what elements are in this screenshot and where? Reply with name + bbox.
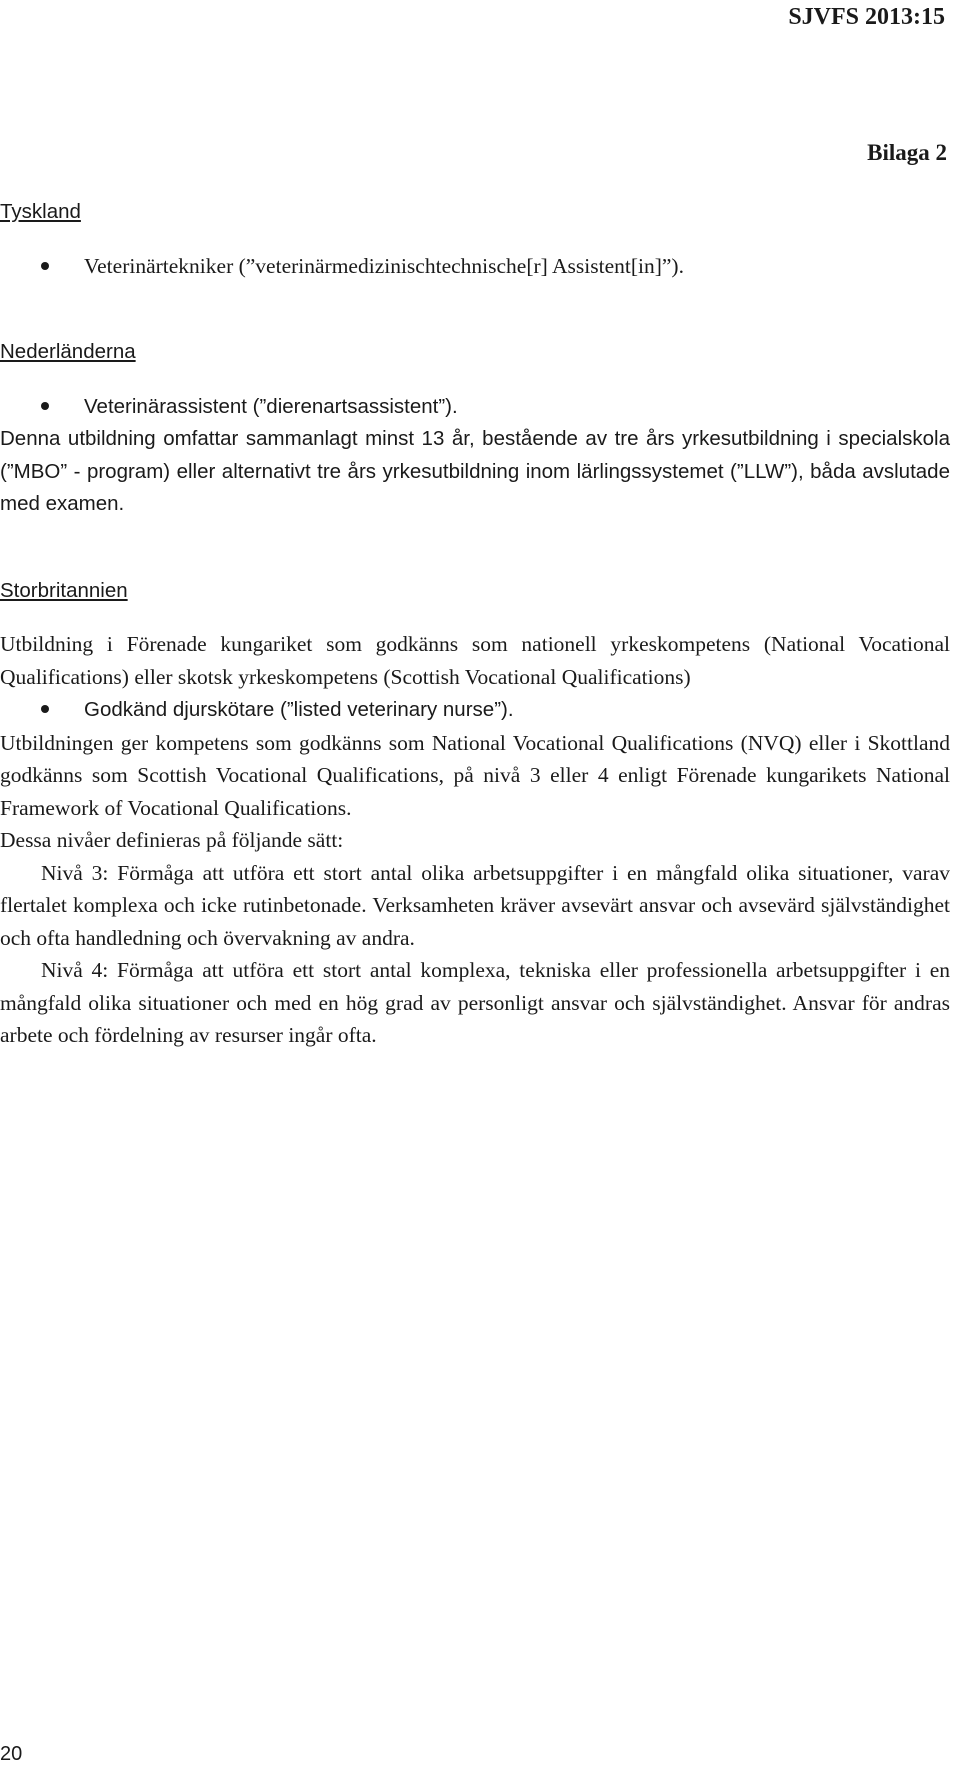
heading-uk: Storbritannien: [0, 578, 128, 602]
uk-intro: Utbildning i Förenade kungariket som godkänns som nationell yrkeskompetens (National Vocational Qualifications) eller skotsk yrkeskompetens (Scottish Vocational Qualifications): [0, 632, 950, 689]
bullet-dot-icon: [41, 705, 49, 713]
document-body: [0, 196, 950, 1052]
bullet-netherlands: [0, 390, 950, 424]
document-id: SJVFS 2013:15: [788, 4, 945, 30]
section-netherlands: [0, 336, 950, 521]
bullet-dot-icon: [41, 262, 49, 270]
bullet-germany-text: Veterinärtekniker (”veterinärmedizinischtechnische[r] Assistent[in]”).: [84, 253, 684, 278]
section-germany: [0, 196, 950, 282]
bullet-netherlands-text: Veterinärassistent (”dierenartsassistent”).: [84, 394, 458, 418]
uk-body: Utbildningen ger kompetens som godkänns som National Vocational Qualifications (NVQ) eller i Skottland godkänns som Scottish Vocational Qualifications, på nivå 3 eller 4 enligt Förenade kungarikets National Framework of Vocational Qualifications.: [0, 730, 950, 820]
bullet-germany: [0, 250, 950, 283]
uk-level-3: Nivå 3: Förmåga att utföra ett stort antal olika arbetsuppgifter i en mångfald olika situationer, varav flertalet komplexa och icke rutinbetonade. Verksamheten kräver avsevärt ansvar och avsevärd självständighet och ofta handledning och övervakning av andra.: [0, 860, 950, 950]
bullet-uk-text: Godkänd djurskötare (”listed veterinary nurse”).: [84, 698, 514, 721]
page-number: 20: [0, 1743, 23, 1765]
uk-levels-intro: Dessa nivåer definieras på följande sätt:: [0, 828, 344, 852]
bullet-dot-icon: [41, 402, 49, 410]
netherlands-body: Denna utbildning omfattar sammanlagt minst 13 år, bestående av tre års yrkesutbildning i specialskola (”MBO” - program) eller alternativt tre års yrkesutbildning inom lärlingssystemet (”LLW”), båda avslutade med examen.: [0, 427, 950, 515]
heading-germany: Tyskland: [0, 200, 81, 223]
bullet-uk: [0, 693, 950, 727]
section-uk: [0, 575, 950, 1052]
uk-level-4: Nivå 4: Förmåga att utföra ett stort antal komplexa, tekniska eller professionella arbetsuppgifter i en mångfald olika situationer och med en hög grad av personligt ansvar och självständighet. Ansvar för andras arbete och fördelning av resurser ingår ofta.: [0, 958, 950, 1047]
heading-netherlands: Nederländerna: [0, 340, 136, 363]
appendix-label: Bilaga 2: [867, 140, 947, 165]
